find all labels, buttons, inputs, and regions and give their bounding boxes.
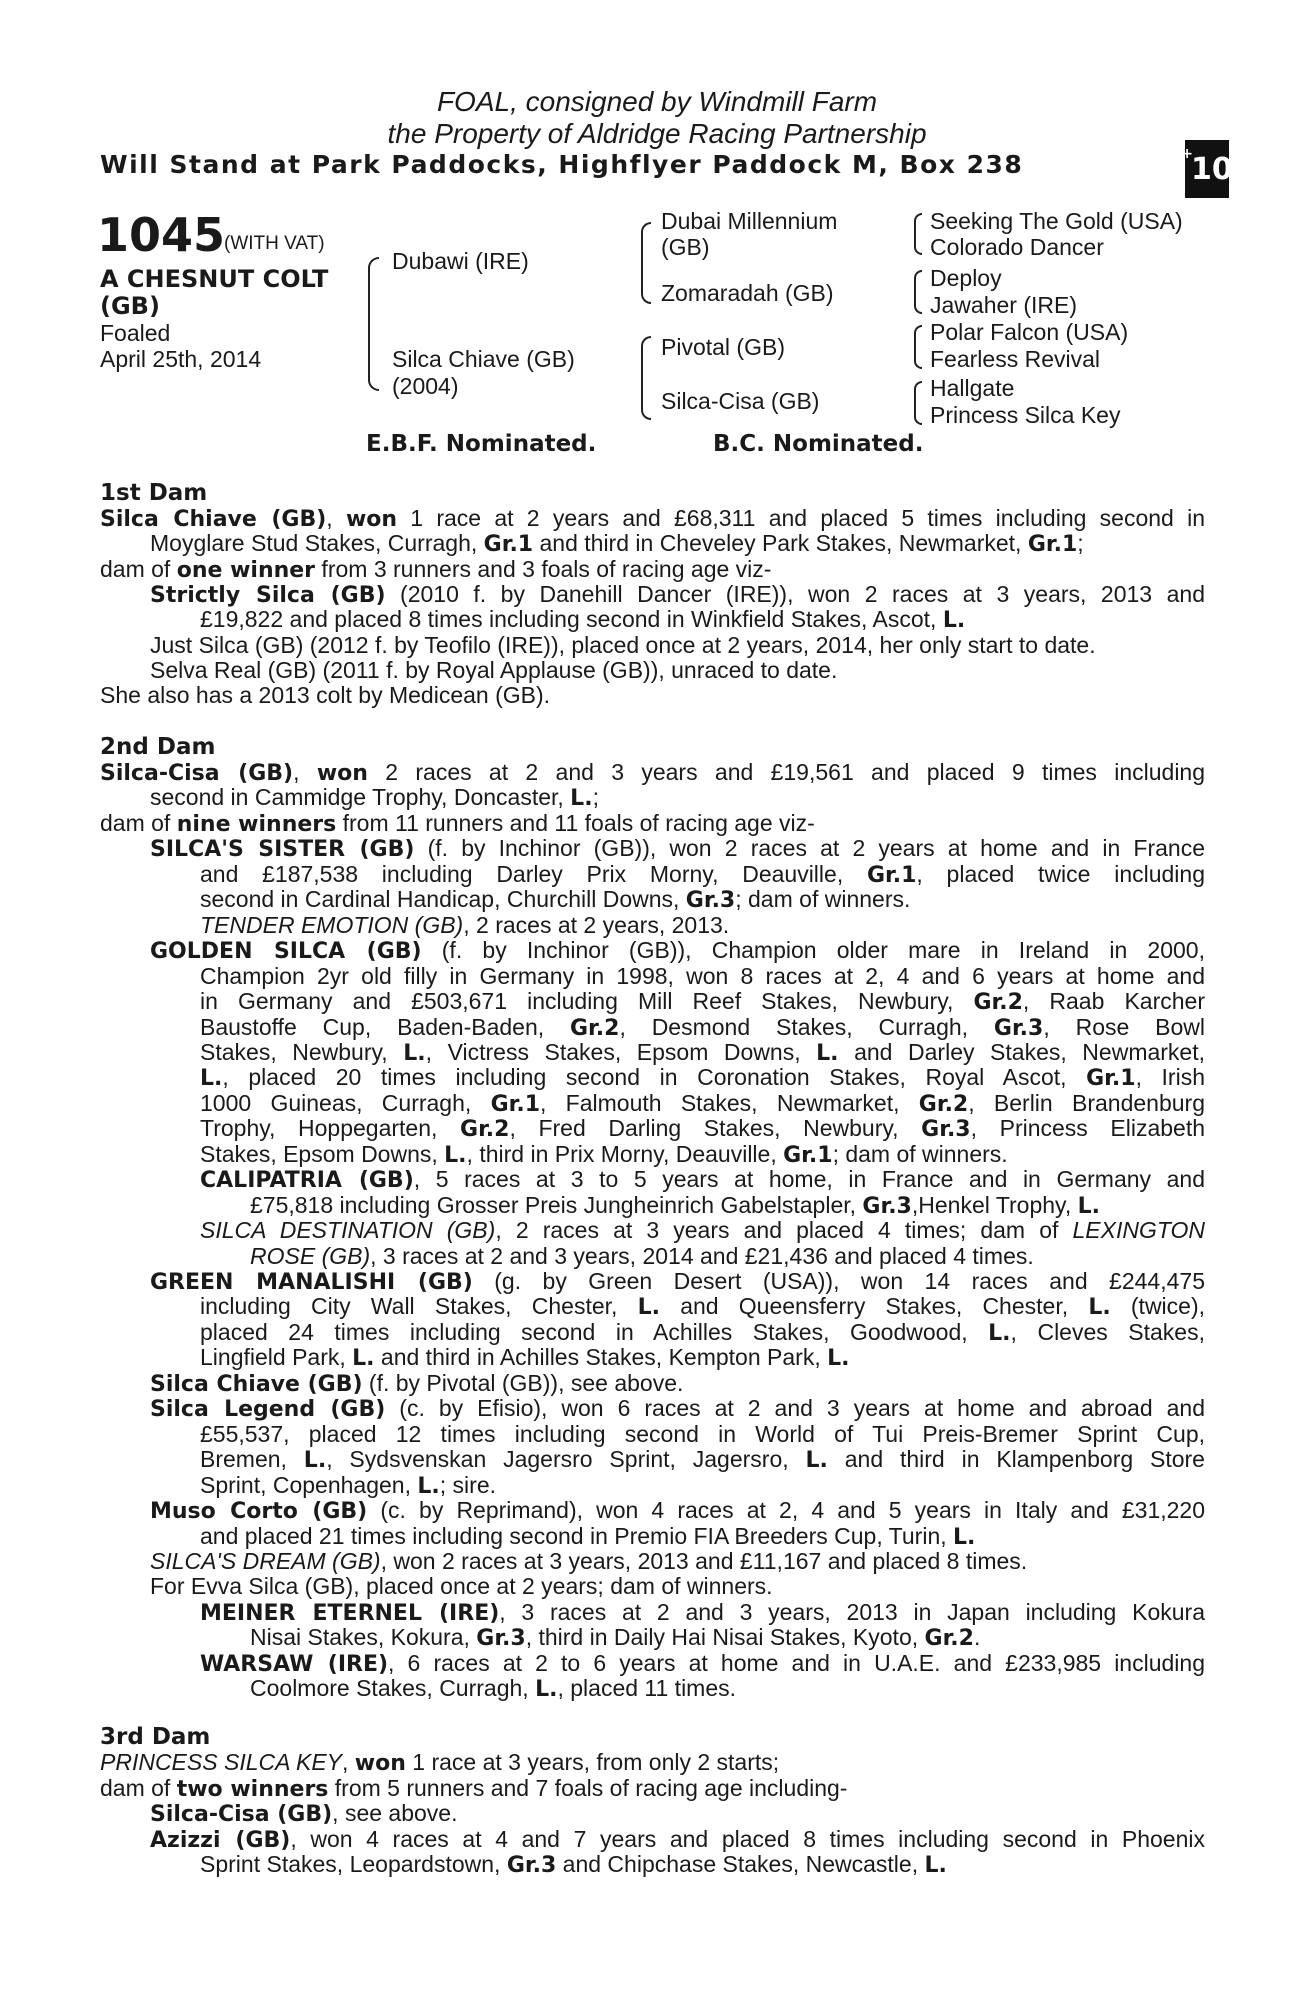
pedigree-brace [914,213,922,255]
dam-record-line: Silca Legend (GB) (c. by Efisio), won 6 races at 2 and 3 years at home and abroad and [150,1395,1205,1423]
dam-record-line: Stakes, Epsom Downs, L., third in Prix Morny, Deauville, Gr.1; dam of winners. [200,1140,1008,1168]
dam-record-line: £19,822 and placed 8 times including second in Winkfield Stakes, Ascot, L. [200,606,966,633]
dam-record-line: GOLDEN SILCA (GB) (f. by Inchinor (GB)), Champion older mare in Ireland in 2000, [150,937,1205,965]
dam-record-line: Selva Real (GB) (2011 f. by Royal Applause (GB)), unraced to date. [150,657,838,683]
ebf-nominated: E.B.F. Nominated. [366,431,597,457]
pedigree-brace [641,336,651,420]
dam-record-line: in Germany and £503,671 including Mill Reef Stakes, Newbury, Gr.2, Raab Karcher [200,988,1205,1016]
dam-record-line: MEINER ETERNEL (IRE), 3 races at 2 and 3 years, 2013 in Japan including Kokura [200,1598,1205,1626]
ancestor-fearless-revival: Fearless Revival [930,346,1100,372]
dam-record-line: Moyglare Stud Stakes, Curragh, Gr.1 and third in Cheveley Park Stakes, Newmarket, Gr.1; [150,530,1084,557]
dam-record-line: Silca-Cisa (GB), won 2 races at 2 and 3 years and £19,561 and placed 9 times including [100,759,1206,786]
dam-record-line: SILCA DESTINATION (GB), 2 races at 3 years and placed 4 times; dam of LEXINGTON [200,1217,1205,1244]
dam-record-line: dam of one winner from 3 runners and 3 foals of racing age viz- [100,556,772,583]
dam-record-line: £75,818 including Grosser Preis Jungheinrich Gabelstapler, Gr.3,Henkel Trophy, L. [250,1191,1101,1219]
dam-record-line: dam of nine winners from 11 runners and 11 foals of racing age viz- [100,809,815,837]
dam-record-line: Sprint Stakes, Leopardstown, Gr.3 and Chipchase Stakes, Newcastle, L. [200,1851,947,1878]
dam-record-line: Azizzi (GB), won 4 races at 4 and 7 years and placed 8 times including second in Phoenix [150,1825,1205,1853]
stand-location: Will Stand at Park Paddocks, Highflyer Paddock M, Box 238 [100,150,1024,179]
ancestor-colorado-dancer: Colorado Dancer [930,234,1104,260]
ancestor-princess-silca-key: Princess Silca Key [930,402,1121,428]
sire-sire: Dubai Millennium [661,208,838,234]
dam-record-line: and placed 21 times including second in Premio FIA Breeders Cup, Turin, L. [200,1522,976,1550]
dam-record-line: Muso Corto (GB) (c. by Reprimand), won 4 races at 2, 4 and 5 years in Italy and £31,220 [150,1497,1205,1525]
dam-record-line: For Evva Silca (GB), placed once at 2 years; dam of winners. [150,1573,773,1600]
sire: Dubawi (IRE) [392,248,529,274]
pedigree-brace [914,325,922,369]
first-dam-heading: 1st Dam [100,480,208,506]
dam-record-line: Silca-Cisa (GB), see above. [150,1800,458,1827]
dam-record-line: second in Cammidge Trophy, Doncaster, L.; [150,784,599,812]
dam-record-line: ROSE (GB), 3 races at 2 and 3 years, 2014 and £21,436 and placed 4 times. [250,1242,1034,1269]
dam-record-line: Silca Chiave (GB) (f. by Pivotal (GB)), see above. [150,1369,684,1397]
dam-record-line: Stakes, Newbury, L., Victress Stakes, Epsom Downs, L. and Darley Stakes, Newmarket, [200,1038,1205,1066]
lot-title: A CHESNUT COLT [100,265,329,293]
lot-badge: + 10 [1185,140,1229,198]
dam-record-line: Coolmore Stakes, Curragh, L., placed 11 times. [250,1675,737,1703]
bc-nominated: B.C. Nominated. [713,431,924,457]
pedigree-brace [914,381,922,425]
foaled-date: April 25th, 2014 [100,346,262,372]
ancestor-jawaher: Jawaher (IRE) [930,292,1077,318]
dam-record-line: and £187,538 including Darley Prix Morny, Deauville, Gr.1, placed twice including [200,860,1205,888]
sire-sire-country: (GB) [661,234,710,260]
dam-record-line: Nisai Stakes, Kokura, Gr.3, third in Daily Hai Nisai Stakes, Kyoto, Gr.2. [250,1624,981,1652]
foaled-label: Foaled [100,320,171,346]
lot-title-country: (GB) [100,292,160,320]
dam-record-line: Trophy, Hoppegarten, Gr.2, Fred Darling Stakes, Newbury, Gr.3, Princess Elizabeth [200,1115,1206,1143]
dam-record-line: PRINCESS SILCA KEY, won 1 race at 3 years, from only 2 starts; [100,1749,780,1776]
pedigree-brace [368,257,379,391]
dam-record-line: Lingfield Park, L. and third in Achilles Stakes, Kempton Park, L. [200,1344,850,1372]
sire-dam: Zomaradah (GB) [661,280,834,306]
dam-record-line: Bremen, L., Sydsvenskan Jagersro Sprint, Jagersro, L. and third in Klampenborg Store [200,1446,1205,1474]
dam-dam: Silca-Cisa (GB) [661,388,820,414]
dam-record-line: Strictly Silca (GB) (2010 f. by Danehill Dancer (IRE)), won 2 races at 3 years, 2013 and [150,581,1205,608]
pedigree-brace [641,222,651,304]
ancestor-seeking-the-gold: Seeking The Gold (USA) [930,208,1183,234]
vat-note: (WITH VAT) [224,233,325,254]
dam-record-line: CALIPATRIA (GB), 5 races at 3 to 5 years at home, in France and in Germany and [200,1166,1205,1194]
dam-record-line: Champion 2yr old filly in Germany in 1998, won 8 races at 2, 4 and 6 years at home and [200,962,1205,989]
dam-year: (2004) [392,373,459,399]
dam-record-line: WARSAW (IRE), 6 races at 2 to 6 years at home and in U.A.E. and £233,985 including [200,1649,1205,1677]
dam-record-line: Baustoffe Cup, Baden-Baden, Gr.2, Desmond Stakes, Curragh, Gr.3, Rose Bowl [200,1013,1206,1041]
dam-sire: Pivotal (GB) [661,334,785,360]
dam-record-line: SILCA'S SISTER (GB) (f. by Inchinor (GB)), won 2 races at 2 years at home and in France [150,835,1206,863]
property-line: the Property of Aldridge Racing Partnership [387,118,927,149]
dam-record-line: Sprint, Copenhagen, L.; sire. [200,1471,497,1499]
dam: Silca Chiave (GB) [392,346,575,372]
dam-record-line: Silca Chiave (GB), won 1 race at 2 years and £68,311 and placed 5 times including second in [100,505,1206,532]
ancestor-deploy: Deploy [930,265,1002,291]
dam-record-line: second in Cardinal Handicap, Churchill Downs, Gr.3; dam of winners. [200,886,911,914]
dam-record-line: dam of two winners from 5 runners and 7 foals of racing age including- [100,1774,848,1802]
ancestor-polar-falcon: Polar Falcon (USA) [930,319,1129,345]
lot-number: 1045 [97,208,226,262]
dam-record-line: GREEN MANALISHI (GB) (g. by Green Desert (USA)), won 14 races and £244,475 [150,1268,1205,1295]
dam-record-line: including City Wall Stakes, Chester, L. and Queensferry Stakes, Chester, L. (twice), [200,1293,1206,1321]
dam-record-line: She also has a 2013 colt by Medicean (GB). [100,682,551,708]
dam-record-line: placed 24 times including second in Achilles Stakes, Goodwood, L., Cleves Stakes, [200,1318,1205,1346]
dam-record-line: SILCA'S DREAM (GB), won 2 races at 3 years, 2013 and £11,167 and placed 8 times. [150,1547,1028,1574]
dam-record-line: £55,537, placed 12 times including second in World of Tui Preis-Bremer Sprint Cup, [200,1420,1205,1447]
ancestor-hallgate: Hallgate [930,375,1015,401]
third-dam-heading: 3rd Dam [100,1724,211,1750]
second-dam-heading: 2nd Dam [100,734,216,760]
pedigree-brace [914,270,922,314]
dam-record-line: L., placed 20 times including second in Coronation Stakes, Royal Ascot, Gr.1, Irish [200,1064,1205,1092]
consignor-line: FOAL, consigned by Windmill Farm [436,86,878,117]
dam-record-line: 1000 Guineas, Curragh, Gr.1, Falmouth Stakes, Newmarket, Gr.2, Berlin Brandenburg [200,1089,1205,1117]
dam-record-line: TENDER EMOTION (GB), 2 races at 2 years, 2013. [200,911,730,938]
dam-record-line: Just Silca (GB) (2012 f. by Teofilo (IRE)), placed once at 2 years, 2014, her only start to date. [150,632,1096,658]
